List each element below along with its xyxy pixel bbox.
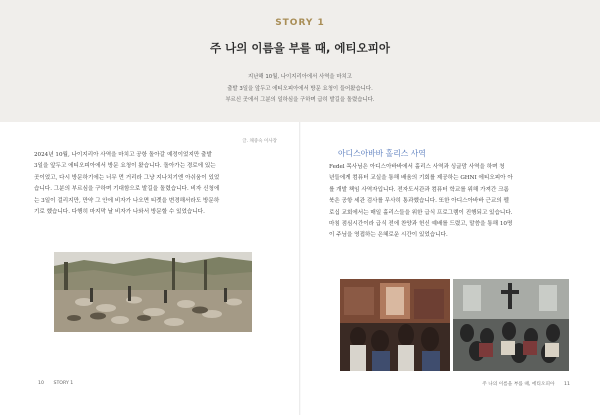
paragraph-line: 마침 점심시간이라 급식 전에 찬양과 헌신 예배를 드렸고, 말씀을 통해 10명 [329, 221, 513, 228]
story-title: 주 나의 이름을 부를 때, 에티오피아 [210, 41, 390, 55]
right-folio [474, 381, 570, 387]
running-footer: 주 나의 이름을 부를 때, 에티오피아 [482, 382, 555, 387]
byline: 글. 채중숙 이사장 [242, 139, 277, 144]
intro-line: 부르신 곳에서 그분의 일하심을 구하며 급히 발길을 돌렸습니다. [225, 97, 375, 103]
story-header [0, 0, 600, 122]
church-gathering-photo [340, 279, 450, 371]
story-intro [0, 72, 600, 107]
paragraph-line: 로십 교회에서는 매일 홀리스들을 위한 급식 프로그램이 진행되고 있습니다. [329, 209, 513, 216]
running-footer: STORY 1 [53, 381, 74, 386]
section-heading: 아디스아바바 홀리스 사역 [338, 149, 426, 158]
left-folio [38, 381, 81, 386]
intro-line: 출발 3일을 앞두고 에티오피아에서 방문 요청이 들어왔습니다. [227, 85, 373, 92]
paragraph-line: 곳이었고, 다시 방문하기에는 너무 먼 거리라 그냥 지나치기엔 아쉬움이 있었 [34, 174, 220, 181]
intro-line: 지난해 10월, 나이지리아에서 사역을 마치고 [248, 74, 352, 80]
right-paragraph [329, 162, 569, 242]
paragraph-line: 년들에게 컴퓨터 교실을 통해 배움의 기회를 제공하는 GHNI 에티오피아 아 [329, 175, 513, 182]
paragraph-line: 이 주님을 영접하는 은혜로운 시간이 있었습니다. [329, 232, 448, 239]
paragraph-line: 는 3일이 걸리지만, 만약 그 안에 비자가 나오면 티켓을 변경해서라도 방문하 [34, 197, 220, 204]
worship-service-photo [453, 279, 569, 371]
left-paragraph [34, 150, 280, 218]
page-number: 11 [564, 382, 570, 387]
paragraph-line: 기로 했습니다. 다행히 마지막 날 비자가 나와서 방문할 수 있었습니다. [34, 209, 205, 216]
livestock-market-photo [54, 252, 252, 332]
page-gutter [299, 122, 301, 415]
story-label: STORY 1 [275, 18, 325, 28]
paragraph-line: 2024년 10월, 나이지리아 사역을 마치고 공항 돌아갈 예정이었지만 출발 [34, 152, 212, 158]
paragraph-line: 북은 공항 세관 검사를 무사히 통과했습니다. 또한 아디스아바바 근교의 펠 [329, 198, 509, 205]
page-number: 10 [38, 381, 44, 386]
paragraph-line: 3일을 앞두고 에티오피아에서 방문 요청이 왔습니다. 돌아가는 경로에 있는 [34, 163, 216, 170]
paragraph-line: 를 개발 책임 사역자입니다. 전자도서관과 컴퓨터 학교를 위해 가져간 크롬 [329, 186, 509, 193]
paragraph-line: Fedel 목사님은 아디스아바바에서 홀리스 사역과 싱글맘 사역을 하며 청 [329, 164, 505, 170]
paragraph-line: 습니다. 그분의 부르심을 구하며 기대함으로 발길을 돌렸습니다. 비자 신청에 [34, 186, 220, 193]
